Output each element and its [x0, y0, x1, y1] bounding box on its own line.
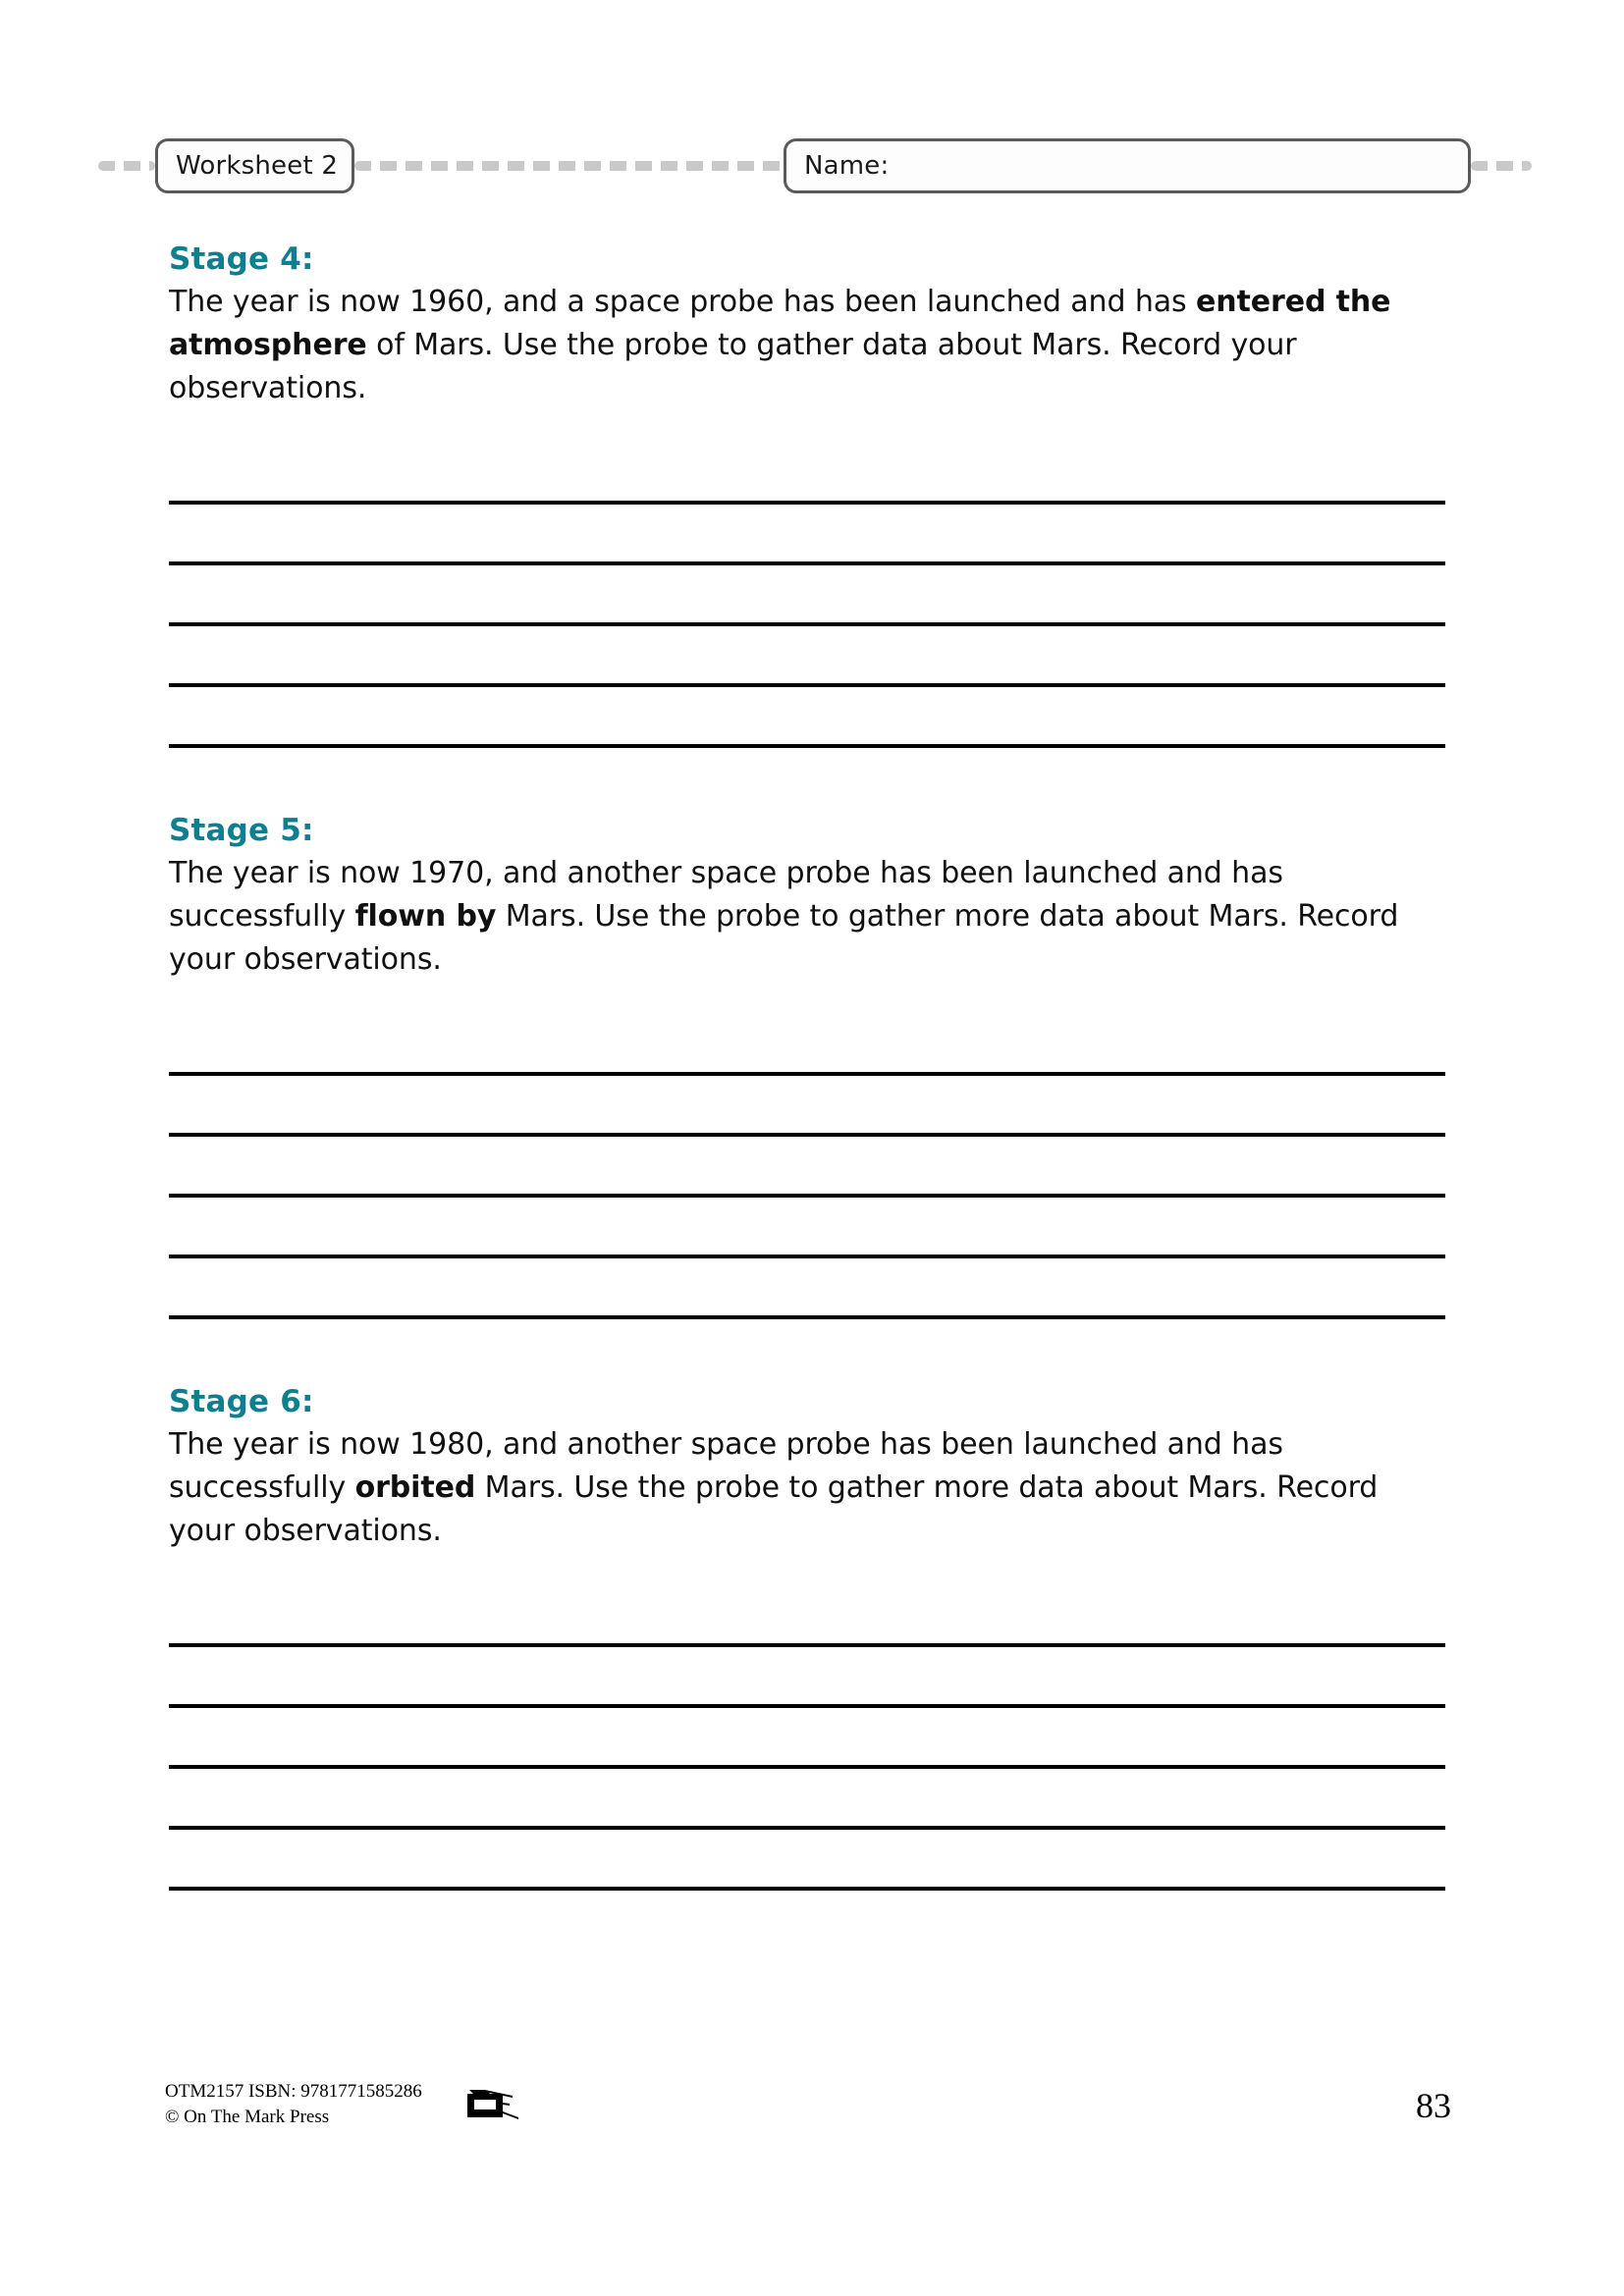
stage-body-5-emphasis: flown by — [354, 899, 497, 934]
stage-heading-6: Stage 6: — [169, 1384, 314, 1419]
stage-body-4 — [169, 281, 1445, 410]
answer-line[interactable] — [169, 626, 1445, 687]
stage-heading-4: Stage 4: — [169, 241, 314, 277]
worksheet-title-box — [155, 138, 354, 193]
answer-lines-4 — [169, 444, 1445, 748]
name-field-box[interactable] — [784, 138, 1471, 193]
stage-body-4-part1: The year is now 1960, and a space probe has been launched and has — [169, 285, 1197, 319]
footer-copyright-line: © On The Mark Press — [165, 2107, 330, 2127]
stage-body-5-part2: Mars. Use the probe to gather more data about Mars. Record your observations. — [169, 899, 1399, 977]
stage-block-6 — [169, 1384, 1445, 1891]
footer-product-line: OTM2157 ISBN: 9781771585286 — [165, 2081, 422, 2102]
worksheet-title-label: Worksheet 2 — [176, 151, 339, 181]
answer-line[interactable] — [169, 1076, 1445, 1137]
on-the-mark-press-logo-icon — [463, 2085, 524, 2127]
section-spacer — [169, 1319, 1445, 1384]
answer-line[interactable] — [169, 1137, 1445, 1198]
answer-line[interactable] — [169, 1769, 1445, 1830]
answer-lines-5 — [169, 1015, 1445, 1319]
answer-line[interactable] — [169, 1708, 1445, 1769]
page-footer — [165, 2079, 1451, 2130]
worksheet-content — [169, 241, 1445, 1891]
stage-body-6 — [169, 1423, 1445, 1553]
stage-body-5 — [169, 852, 1445, 982]
answer-line[interactable] — [169, 1198, 1445, 1258]
answer-line[interactable] — [169, 687, 1445, 748]
page-header — [98, 135, 1532, 196]
stage-heading-5: Stage 5: — [169, 813, 314, 848]
header-dashed-rule-left — [98, 161, 155, 171]
stage-block-4 — [169, 241, 1445, 748]
page-number: 83 — [1416, 2086, 1451, 2125]
footer-credit — [165, 2079, 422, 2130]
answer-line[interactable] — [169, 1258, 1445, 1319]
answer-line[interactable] — [169, 505, 1445, 565]
stage-block-5 — [169, 813, 1445, 1319]
header-dashed-rule-middle — [354, 161, 784, 171]
stage-body-6-part1: The year is now 1980, and another space probe has been launched and has successfully — [169, 1427, 1283, 1505]
stage-body-4-emphasis: entered the atmosphere — [169, 285, 1391, 362]
section-spacer — [169, 748, 1445, 813]
answer-line[interactable] — [169, 1647, 1445, 1708]
answer-lines-6 — [169, 1586, 1445, 1891]
answer-line[interactable] — [169, 1586, 1445, 1647]
answer-line[interactable] — [169, 565, 1445, 626]
name-field-label: Name: — [804, 151, 890, 181]
header-dashed-rule-right — [1471, 161, 1532, 171]
answer-line[interactable] — [169, 444, 1445, 505]
answer-line[interactable] — [169, 1830, 1445, 1891]
stage-body-6-emphasis: orbited — [354, 1470, 476, 1505]
stage-body-4-part2: of Mars. Use the probe to gather data about Mars. Record your observations. — [169, 328, 1297, 405]
stage-body-6-part2: Mars. Use the probe to gather more data about Mars. Record your observations. — [169, 1470, 1379, 1548]
stage-body-5-part1: The year is now 1970, and another space probe has been launched and has successfully — [169, 856, 1283, 934]
answer-line[interactable] — [169, 1015, 1445, 1076]
